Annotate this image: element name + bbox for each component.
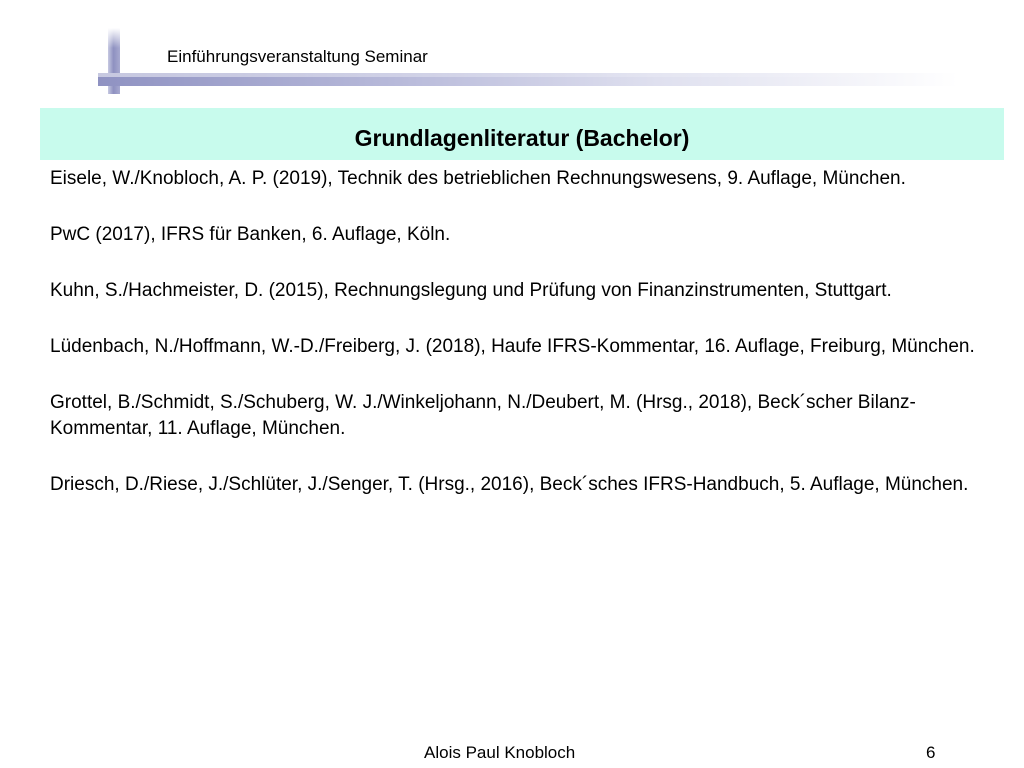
slide-title: Grundlagenliteratur (Bachelor) <box>354 124 690 151</box>
reference-item: Eisele, W./Knobloch, A. P. (2019), Technik des betrieblichen Rechnungswesens, 9. Auflage, München. <box>50 168 906 189</box>
reference-item: Grottel, B./Schmidt, S./Schuberg, W. J./Winkeljohann, N./Deubert, M. (Hrsg., 2018), Beck´scher Bilanz-Kommentar, 11. Auflage, München. <box>50 392 916 439</box>
footer-page-number: 6 <box>926 743 936 762</box>
reference-item: Driesch, D./Riese, J./Schlüter, J./Senger, T. (Hrsg., 2016), Beck´sches IFRS-Handbuch, 5. Auflage, München. <box>50 474 969 495</box>
reference-item: Lüdenbach, N./Hoffmann, W.-D./Freiberg, J. (2018), Haufe IFRS-Kommentar, 16. Auflage, Freiburg, München. <box>50 336 975 357</box>
header-vertical-bar-fade <box>108 28 120 48</box>
reference-item: Kuhn, S./Hachmeister, D. (2015), Rechnungslegung und Prüfung von Finanzinstrumenten, Stuttgart. <box>50 280 892 301</box>
title-band <box>40 108 1004 160</box>
footer-author: Alois Paul Knobloch <box>424 743 576 762</box>
header-title: Einführungsveranstaltung Seminar <box>167 47 428 66</box>
header-horizontal-bar-highlight <box>98 73 958 77</box>
reference-list <box>50 166 980 528</box>
reference-item: PwC (2017), IFRS für Banken, 6. Auflage, Köln. <box>50 224 451 245</box>
